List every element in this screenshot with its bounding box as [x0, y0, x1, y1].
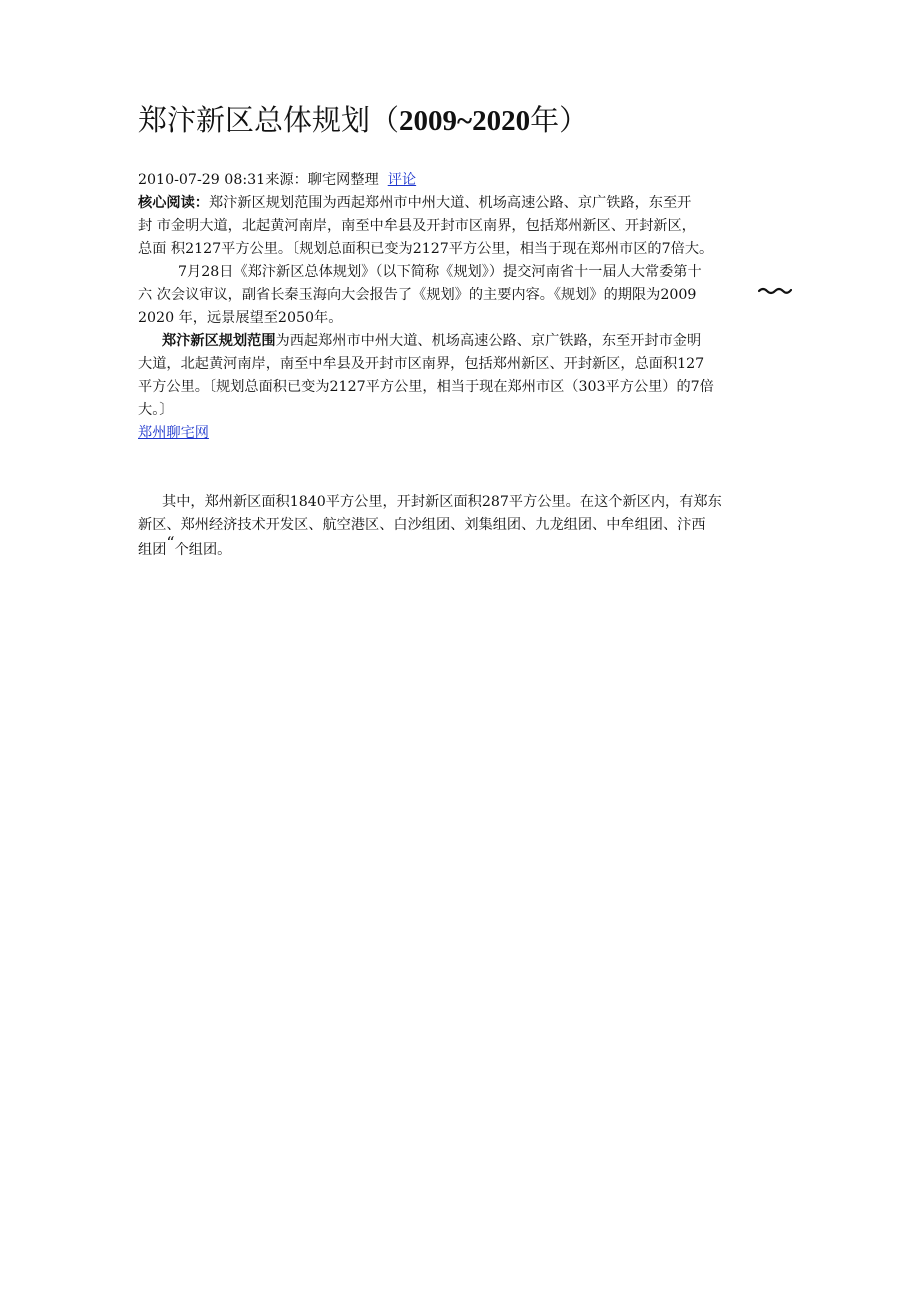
summary-line-2: 封 市金明大道，北起黄河南岸，南至中牟县及开封市区南界，包括郑州新区、开封新区， [138, 218, 696, 234]
comment-link[interactable]: 评论 [387, 172, 417, 188]
paragraph-3-text-3a: 组团 [138, 542, 167, 558]
title-year-range: 2009~2020 [399, 105, 531, 137]
summary-line-1 [138, 192, 798, 215]
source-line [138, 422, 798, 445]
article-meta [138, 169, 798, 192]
paragraph-2-line-2: 大道，北起黄河南岸，南至中牟县及开封市区南界，包括郑州新区、开封新区，总面积127 [138, 356, 705, 372]
paragraph-2-label: 郑汴新区规划范围 [162, 333, 276, 349]
summary-line-3: 总面 积2127平方公里。〔规划总面积已变为2127平方公里，相当于现在郑州市区的7倍大。 [138, 241, 714, 257]
title-text-end: 年） [530, 103, 589, 137]
paragraph-1-line-2: 六 次会议审议，副省长秦玉海向大会报告了《规划》的主要内容。《规划》的期限为2009 [138, 287, 697, 303]
source-link[interactable]: 郑州聊宅网 [138, 425, 209, 441]
paragraph-1-line-1: 7月28日《郑汴新区总体规划》（以下简称《规划》）提交河南省十一届人大常委第十 [178, 264, 702, 280]
paragraph-1-line-3: 2020 年，远景展望至2050年。 [138, 310, 343, 326]
page-title [138, 100, 588, 141]
paragraph-2-line-1 [138, 330, 798, 353]
squiggle-mark [758, 286, 792, 296]
quote-mark: “ [166, 533, 175, 552]
paragraph-2-text-1: 为西起郑州市中州大道、机场高速公路、京广铁路，东至开封市金明 [275, 333, 702, 349]
paragraph-2-line-3: 平方公里。〔规划总面积已变为2127平方公里，相当于现在郑州市区（303平方公里）的7倍 [138, 379, 714, 395]
article-body [138, 169, 798, 560]
paragraph-3-text-3b: 个组团。 [174, 542, 232, 558]
paragraph-2-line-4: 大。〕 [138, 402, 174, 418]
title-text: 郑汴新区总体规划（ [138, 103, 400, 137]
paragraph-3-line-3 [138, 533, 798, 560]
paragraph-spacer [138, 445, 798, 491]
meta-text: 2010-07-29 08:31来源：聊宅网整理 [138, 172, 379, 188]
summary-text-1: 郑汴新区规划范围为西起郑州市中州大道、机场高速公路、京广铁路，东至开 [208, 195, 692, 211]
paragraph-3-line-1: 其中，郑州新区面积1840平方公里，开封新区面积287平方公里。在这个新区内，有郑东 [162, 494, 722, 510]
paragraph-3-line-2: 新区、郑州经济技术开发区、航空港区、白沙组团、刘集组团、九龙组团、中牟组团、汴西 [138, 517, 706, 533]
summary-label: 核心阅读： [138, 195, 209, 211]
